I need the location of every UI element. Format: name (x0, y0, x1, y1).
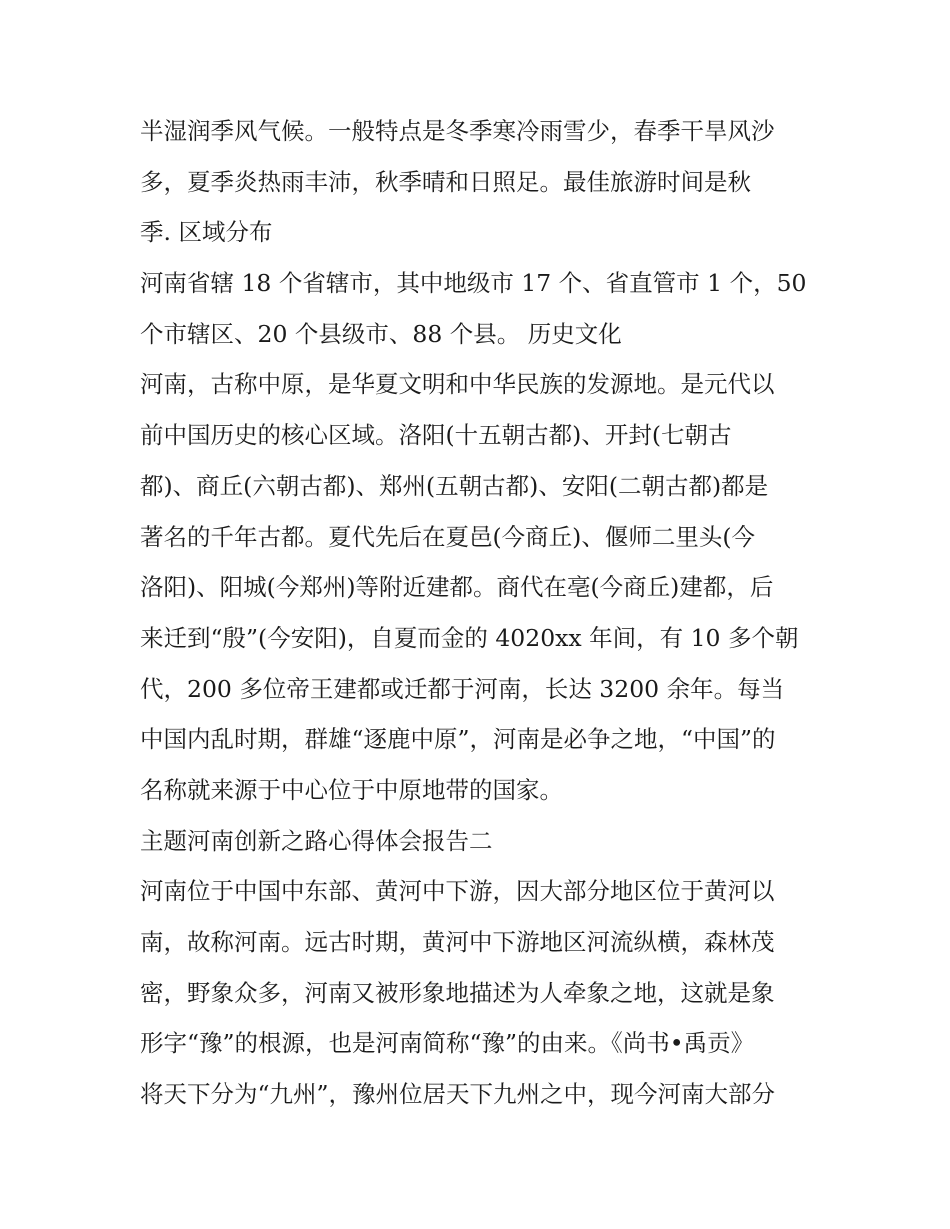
text-line: 多，夏季炎热雨丰沛，秋季晴和日照足。最佳旅游时间是秋 (140, 167, 751, 196)
text-line: 南，故称河南。远古时期，黄河中下游地区河流纵横，森林茂 (140, 928, 775, 956)
text-line: 名称就来源于中心位于中原地带的国家。 (140, 775, 563, 804)
text-line: 河南，古称中原，是华夏文明和中华民族的发源地。是元代以 (140, 370, 775, 399)
section-heading: 主题河南创新之路心得体会报告二 (140, 826, 493, 855)
text-line: 将天下分为“九州”，豫州位居天下九州之中，现今河南大部分 (140, 1080, 776, 1109)
text-line: 河南位于中国中东部、黄河中下游，因大部分地区位于黄河以 (140, 877, 775, 906)
text-line: 著名的千年古都。夏代先后在夏邑(今商丘)、偃师二里头(今 (140, 522, 756, 551)
text-line: 个市辖区、20 个县级市、88 个县。 历史文化 (140, 319, 622, 348)
text-line: 洛阳)、阳城(今郑州)等附近建都。商代在亳(今商丘)建都，后 (140, 573, 774, 602)
text-line: 前中国历史的核心区域。洛阳(十五朝古都)、开封(七朝古 (140, 421, 732, 450)
text-line: 密，野象众多，河南又被形象地描述为人牵象之地，这就是象 (140, 978, 775, 1007)
document-body (140, 106, 820, 1120)
text-line: 都)、商丘(六朝古都)、郑州(五朝古都)、安阳(二朝古都)都是 (140, 471, 769, 500)
text-line: 河南省辖 18 个省辖市，其中地级市 17 个、省直管市 1 个，50 (140, 269, 807, 298)
text-line: 中国内乱时期，群雄“逐鹿中原”，河南是必争之地，“中国”的 (140, 725, 776, 754)
text-line: 代，200 多位帝王建都或迁都于河南，长达 3200 余年。每当 (140, 674, 785, 703)
text-line: 半湿润季风气候。一般特点是冬季寒冷雨雪少，春季干旱风沙 (140, 117, 775, 145)
text-line: 来迁到“殷”(今安阳)，自夏而金的 4020xx 年间，有 10 多个朝 (140, 623, 799, 652)
text-line: 形字“豫”的根源，也是河南简称“豫”的由来。《尚书•禹贡》 (140, 1029, 755, 1058)
text-line: 季. 区域分布 (140, 218, 273, 247)
